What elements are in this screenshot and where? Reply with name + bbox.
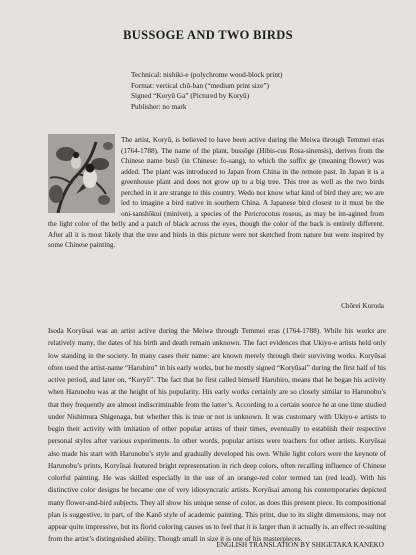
commentary-signature: Chôrei Kuroda [341,302,384,310]
artist-biography [48,325,386,546]
page-title: BUSSOGE AND TWO BIRDS [123,28,293,42]
technical-line: Technical: nishiki-e (polychrome wood-block print) [131,70,283,79]
format-line: Format: vertical chû-ban (“medium print size”) [131,80,269,90]
publisher-line: Publisher: no mark [131,101,187,111]
biography-text: Isoda Koryûsai was an artist active during the Meiwa through Temmei eras (1764-1788). While his works are relatively many, the dates of his birth and death remain unknown. The fact evidences that Ukiyo-e artists held only low standing in the society. In many cases their name: are known merely through their surviving works. Koryûsai often used the artist-name “Haruhiro” in his early works, but he mostly signed “Koryûsai” during the first half of his active period, and later on, “Koryû”. The fact that he first called himself Haruhiro, means that he began his activity when Harunobu was at the height of his popularity. His early works certainly are so closely similar to Harunobu’s that they frequently are almost indiscriminable from the latter’s. According to a certain source he at one time studied under Nishimura Shigenaga, but whether this is true or not is unknown. It was customary with Ukiyo-e artists to begin their activity with imitation of other popular artists of their times, eventually to establish their respective personal styles after various experiments. In other words, popular artists were teachers for other artists. Koryûsai also made his start with Harunobu’s style and gradually developed his own. While light colors were the keynote of Harunobu’s prints, Koryûsai featured bright representation in rich deep colors, often recalling influence of Chinese colorful painting. He was skilled especially in the use of an orange-red color termed tan (red lead). With his distinctive color designs he became one of very idiosyncratic artists. Koryûsai among his contemporaries depicted many flower-and-bird subjects. They all show his unique sense of color, as does this present piece. Its compositional plan is suggestive, in part, of the Kanô style of academic painting. This print, due to its slight dimensions, may not appear quite impressive, but its florid coloring causes us to feel that it is larger than it actually is, an effect re-sulting from the artist’s distinguished ability. Though small in size it is one of his masterpieces. [48,327,386,544]
commentary-paragraph [48,135,384,251]
image-float-spacer [48,135,121,213]
signed-line: Signed “Koryû Ga” (Pictured by Koryû) [131,91,250,101]
commentary-text: The artist, Koryû, is believed to have been active during the Meiwa through Temmei eras (1764-1788). The name of the plant, bussôge (Hibis-cus Rosa-sinensis), derives from the Chinese name busô (in Chinese: fo-sang), to which the suffix ge (meaning flower) was added. The plant was introduced to Japan from China in the remote past. In Japan it is a greenhouse plant and does not grow up to a big tree. This tree as well as the two birds perched in it are strange to this country. Wedo not know what kind of bird they are; we are led to imagine a bird native in southern China. A Japanese bird closest to it must be the oni-sanshôkui (minivet), a species of the Pericrocotus roseus, as may be im-agined from the light color of the belly and a patch of black across the eyes, though the color of the back is entirely different. After all it is most likely that the tree and birds in this picture were not sketched from nature but were inspired by some Chinese painting. [48,136,384,250]
print-details [131,70,391,112]
translation-credit: ENGLISH TRANSLATION BY SHIGETAKA KANEKO [216,541,384,549]
